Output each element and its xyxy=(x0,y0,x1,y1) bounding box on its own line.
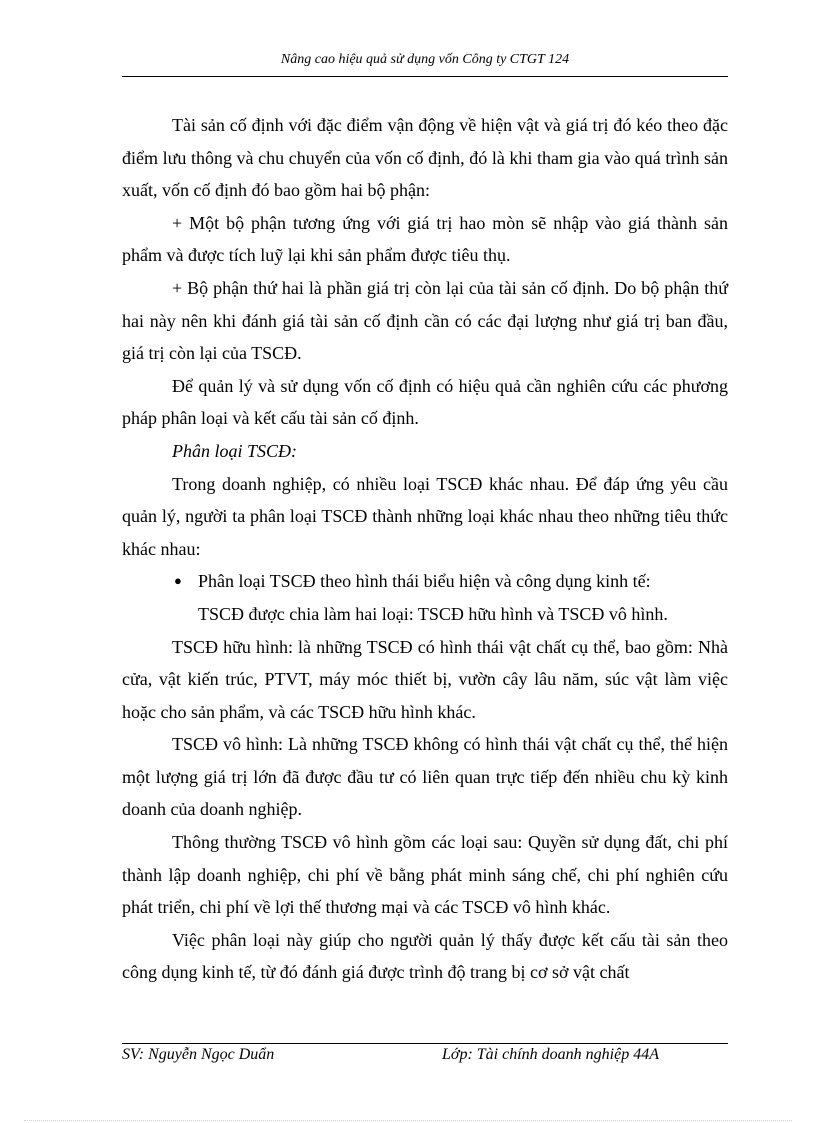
footer-student: SV: Nguyễn Ngọc Duẩn xyxy=(122,1046,275,1063)
section-heading: Phân loại TSCĐ: xyxy=(172,440,298,461)
paragraph-8: TSCĐ vô hình: Là những TSCĐ không có hình thái vật chất cụ thể, thể hiện một lượng giá trị lớn đã được đầu tư có liên quan trực tiếp đến nhiều chu kỳ kinh doanh của doanh nghiệp. xyxy=(122,734,728,820)
paragraph-3: + Bộ phận thứ hai là phần giá trị còn lại của tài sản cố định. Do bộ phận thứ hai này nên khi đánh giá tài sản cố định cần có các đại lượng như giá trị ban đầu, giá trị còn lại của TSCĐ. xyxy=(122,277,728,364)
bullet-item xyxy=(122,565,728,630)
paragraph-7: TSCĐ hữu hình: là những TSCĐ có hình thái vật chất cụ thể, bao gồm: Nhà cửa, vật kiến trúc, PTVT, máy móc thiết bị, vườn cây lâu năm, súc vật làm việc hoặc cho sản phẩm, và các TSCĐ hữu hình khác. xyxy=(122,636,728,722)
bullet-icon: ● xyxy=(174,573,182,589)
page-bottom-edge xyxy=(24,1120,792,1121)
footer-divider xyxy=(122,1043,728,1044)
footer-class: Lớp: Tài chính doanh nghiệp 44A xyxy=(442,1046,659,1063)
paragraph-10: Việc phân loại này giúp cho người quản lý thấy được kết cấu tài sản theo công dụng kinh tế, từ đó đánh giá được trình độ trang bị cơ sở vật chất xyxy=(122,929,728,983)
paragraph-2: + Một bộ phận tương ứng với giá trị hao mòn sẽ nhập vào giá thành sản phẩm và được tích luỹ lại khi sản phẩm được tiêu thụ. xyxy=(122,212,728,266)
bullet-line-1: Phân loại TSCĐ theo hình thái biểu hiện và công dụng kinh tế: xyxy=(198,571,651,592)
page-header: Nâng cao hiệu quả sử dụng vốn Công ty CTGT 124 xyxy=(280,52,570,67)
document-body xyxy=(122,109,728,989)
paragraph-4: Để quản lý và sử dụng vốn cố định có hiệu quả cần nghiên cứu các phương pháp phân loại và kết cấu tài sản cố định. xyxy=(122,375,728,429)
header-divider xyxy=(122,76,728,77)
bullet-line-2: TSCĐ được chia làm hai loại: TSCĐ hữu hình và TSCĐ vô hình. xyxy=(198,603,668,624)
paragraph-1: Tài sản cố định với đặc điểm vận động về hiện vật và giá trị đó kéo theo đặc điểm lưu thông và chu chuyển của vốn cố định, đó là khi tham gia vào quá trình sản xuất, vốn cố định đó bao gồm hai bộ phận: xyxy=(122,115,728,201)
paragraph-6: Trong doanh nghiệp, có nhiều loại TSCĐ khác nhau. Để đáp ứng yêu cầu quản lý, người ta phân loại TSCĐ thành những loại khác nhau theo những tiêu thức khác nhau: xyxy=(122,473,728,559)
paragraph-9: Thông thường TSCĐ vô hình gồm các loại sau: Quyền sử dụng đất, chi phí thành lập doanh nghiệp, chi phí về bằng phát minh sáng chế, chi phí nghiên cứu phát triển, chi phí về lợi thế thương mại và các TSCĐ vô hình khác. xyxy=(122,832,728,918)
